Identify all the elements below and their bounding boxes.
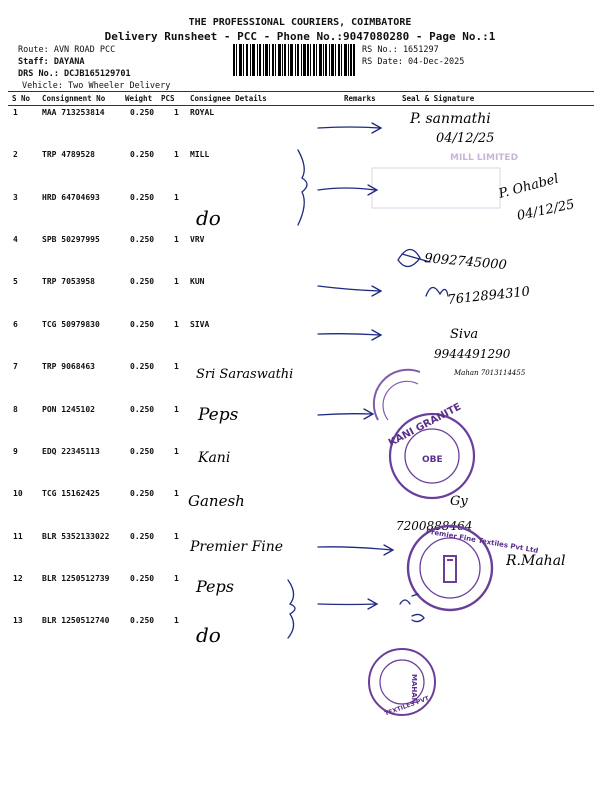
row-weight: 0.250 [130, 150, 155, 159]
row-sno: 13 [13, 616, 23, 625]
row-consignment: BLR 1250512739 [42, 574, 110, 583]
row-sno: 12 [13, 574, 23, 583]
svg-text:Premier Fine Textiles Pvt Ltd: Premier Fine Textiles Pvt Ltd [425, 527, 539, 555]
row-sno: 6 [13, 320, 18, 329]
phone-r4: 9092745000 [423, 251, 508, 274]
row-sno: 11 [13, 532, 23, 541]
col-sno: S No [12, 94, 31, 103]
row-consignee: MILL [190, 150, 210, 159]
row-sno: 7 [13, 362, 18, 371]
col-remarks: Remarks [344, 94, 376, 103]
phone-r5: 7612894310 [446, 284, 531, 308]
row-weight: 0.250 [130, 447, 155, 456]
row-weight: 0.250 [130, 616, 155, 625]
rs-date: RS Date: 04-Dec-2025 [362, 57, 465, 67]
row-consignment: BLR 1250512740 [42, 616, 110, 625]
arrow-line [318, 547, 392, 550]
scribble-sig [426, 287, 448, 296]
row-pcs: 1 [174, 362, 179, 371]
row-sno: 2 [13, 150, 18, 159]
mahan-stamp-partial [374, 370, 420, 420]
row-consignment: TRP 9068463 [42, 362, 95, 371]
row-sno: 3 [13, 193, 18, 202]
row-consignment: TCG 15162425 [42, 489, 100, 498]
row-consignment: BLR 5352133022 [42, 532, 110, 541]
row-pcs: 1 [174, 616, 179, 625]
consignee-peps-r12: Peps [196, 577, 234, 596]
row-weight: 0.250 [130, 277, 155, 286]
drs-number: DRS No.: DCJB165129701 [18, 69, 131, 79]
arrow-line [318, 604, 376, 605]
svg-text:OBE: OBE [422, 455, 443, 465]
note-mahan: Mahan 7013114455 [454, 369, 526, 377]
row-sno: 10 [13, 489, 23, 498]
row-consignment: HRD 64704693 [42, 193, 100, 202]
brace-mark [288, 580, 295, 638]
svg-text:MAHAN: MAHAN [410, 674, 418, 704]
mahan-stamp [369, 649, 435, 718]
row-consignment: TRP 4789528 [42, 150, 95, 159]
signature-gy: Gy [450, 494, 468, 509]
arrow-line [318, 286, 380, 291]
mill-stamp [372, 153, 518, 208]
brace-mark [298, 150, 307, 225]
ditto-r3: do [196, 206, 221, 230]
col-seal-signature: Seal & Signature [402, 94, 475, 103]
consignee-ganesh: Ganesh [188, 492, 245, 510]
row-weight: 0.250 [130, 489, 155, 498]
col-consignment: Consignment No [42, 94, 106, 103]
row-consignee: KUN [190, 277, 205, 286]
scribble-mark [400, 594, 418, 604]
rs-number: RS No.: 1651297 [362, 45, 439, 55]
row-weight: 0.250 [130, 193, 155, 202]
arrow-line [318, 127, 380, 128]
row-sno: 4 [13, 235, 18, 244]
date-r1: 04/12/25 [436, 131, 495, 146]
arrow-line [318, 334, 380, 335]
row-weight: 0.250 [130, 320, 155, 329]
staff-label: Staff: DAYANA [18, 57, 85, 67]
consignee-peps: Peps [198, 405, 239, 425]
row-weight: 0.250 [130, 235, 155, 244]
row-consignment: TCG 50979830 [42, 320, 100, 329]
row-consignment: PON 1245102 [42, 405, 95, 414]
row-sno: 5 [13, 277, 18, 286]
date-r3: 04/12/25 [515, 197, 576, 224]
signature-rmahal: R.Mahal [506, 553, 566, 569]
row-weight: 0.250 [130, 362, 155, 371]
row-consignment: MAA 713253814 [42, 108, 105, 117]
row-pcs: 1 [174, 277, 179, 286]
ditto-r13: do [196, 623, 221, 647]
phone-r6: 9944491290 [434, 347, 511, 361]
row-pcs: 1 [174, 108, 179, 117]
row-consignment: EDQ 22345113 [42, 447, 100, 456]
row-pcs: 1 [174, 150, 179, 159]
signature-siva: Siva [450, 327, 479, 342]
signature-ohabel: P. Ohabel [497, 171, 561, 202]
row-pcs: 1 [174, 574, 179, 583]
runsheet-title: Delivery Runsheet - PCC - Phone No.:9047080280 - Page No.:1 [104, 30, 496, 43]
col-weight: Weight [125, 94, 153, 103]
row-sno: 8 [13, 405, 18, 414]
svg-text:MILL LIMITED: MILL LIMITED [450, 153, 519, 163]
row-pcs: 1 [174, 405, 179, 414]
row-consignee: ROYAL [190, 108, 215, 117]
row-weight: 0.250 [130, 532, 155, 541]
kani-granite-stamp [387, 401, 474, 498]
row-pcs: 1 [174, 489, 179, 498]
vehicle-label: Vehicle: Two Wheeler Delivery [22, 81, 171, 91]
row-pcs: 1 [174, 532, 179, 541]
row-sno: 9 [13, 447, 18, 456]
consignee-sri-saraswathi: Sri Saraswathi [196, 367, 294, 382]
scribble-mark [412, 614, 424, 621]
svg-text:TEXTILES PVT: TEXTILES PVT [383, 695, 431, 718]
consignee-kani: Kani [198, 450, 231, 466]
signature-sanmathi: P. sanmathi [410, 111, 491, 127]
row-consignee: VRV [190, 235, 205, 244]
arrow-line [318, 188, 375, 190]
company-title: THE PROFESSIONAL COURIERS, COIMBATORE [188, 17, 412, 28]
row-weight: 0.250 [130, 108, 155, 117]
row-sno: 1 [13, 108, 18, 117]
row-pcs: 1 [174, 447, 179, 456]
phone-r10: 7200888464 [396, 519, 473, 533]
row-consignment: SPB 50297995 [42, 235, 100, 244]
row-pcs: 1 [174, 320, 179, 329]
consignee-premier-fine: Premier Fine [190, 539, 284, 555]
col-consignee: Consignee Details [190, 94, 267, 103]
row-weight: 0.250 [130, 574, 155, 583]
svg-text:KANI GRANITE: KANI GRANITE [386, 401, 464, 449]
row-consignee: SIVA [190, 320, 210, 329]
arrow-line [318, 414, 372, 415]
row-weight: 0.250 [130, 405, 155, 414]
route-label: Route: AVN ROAD PCC [18, 45, 116, 55]
row-pcs: 1 [174, 193, 179, 202]
row-pcs: 1 [174, 235, 179, 244]
row-consignment: TRP 7053958 [42, 277, 95, 286]
col-pcs: PCS [161, 94, 175, 103]
